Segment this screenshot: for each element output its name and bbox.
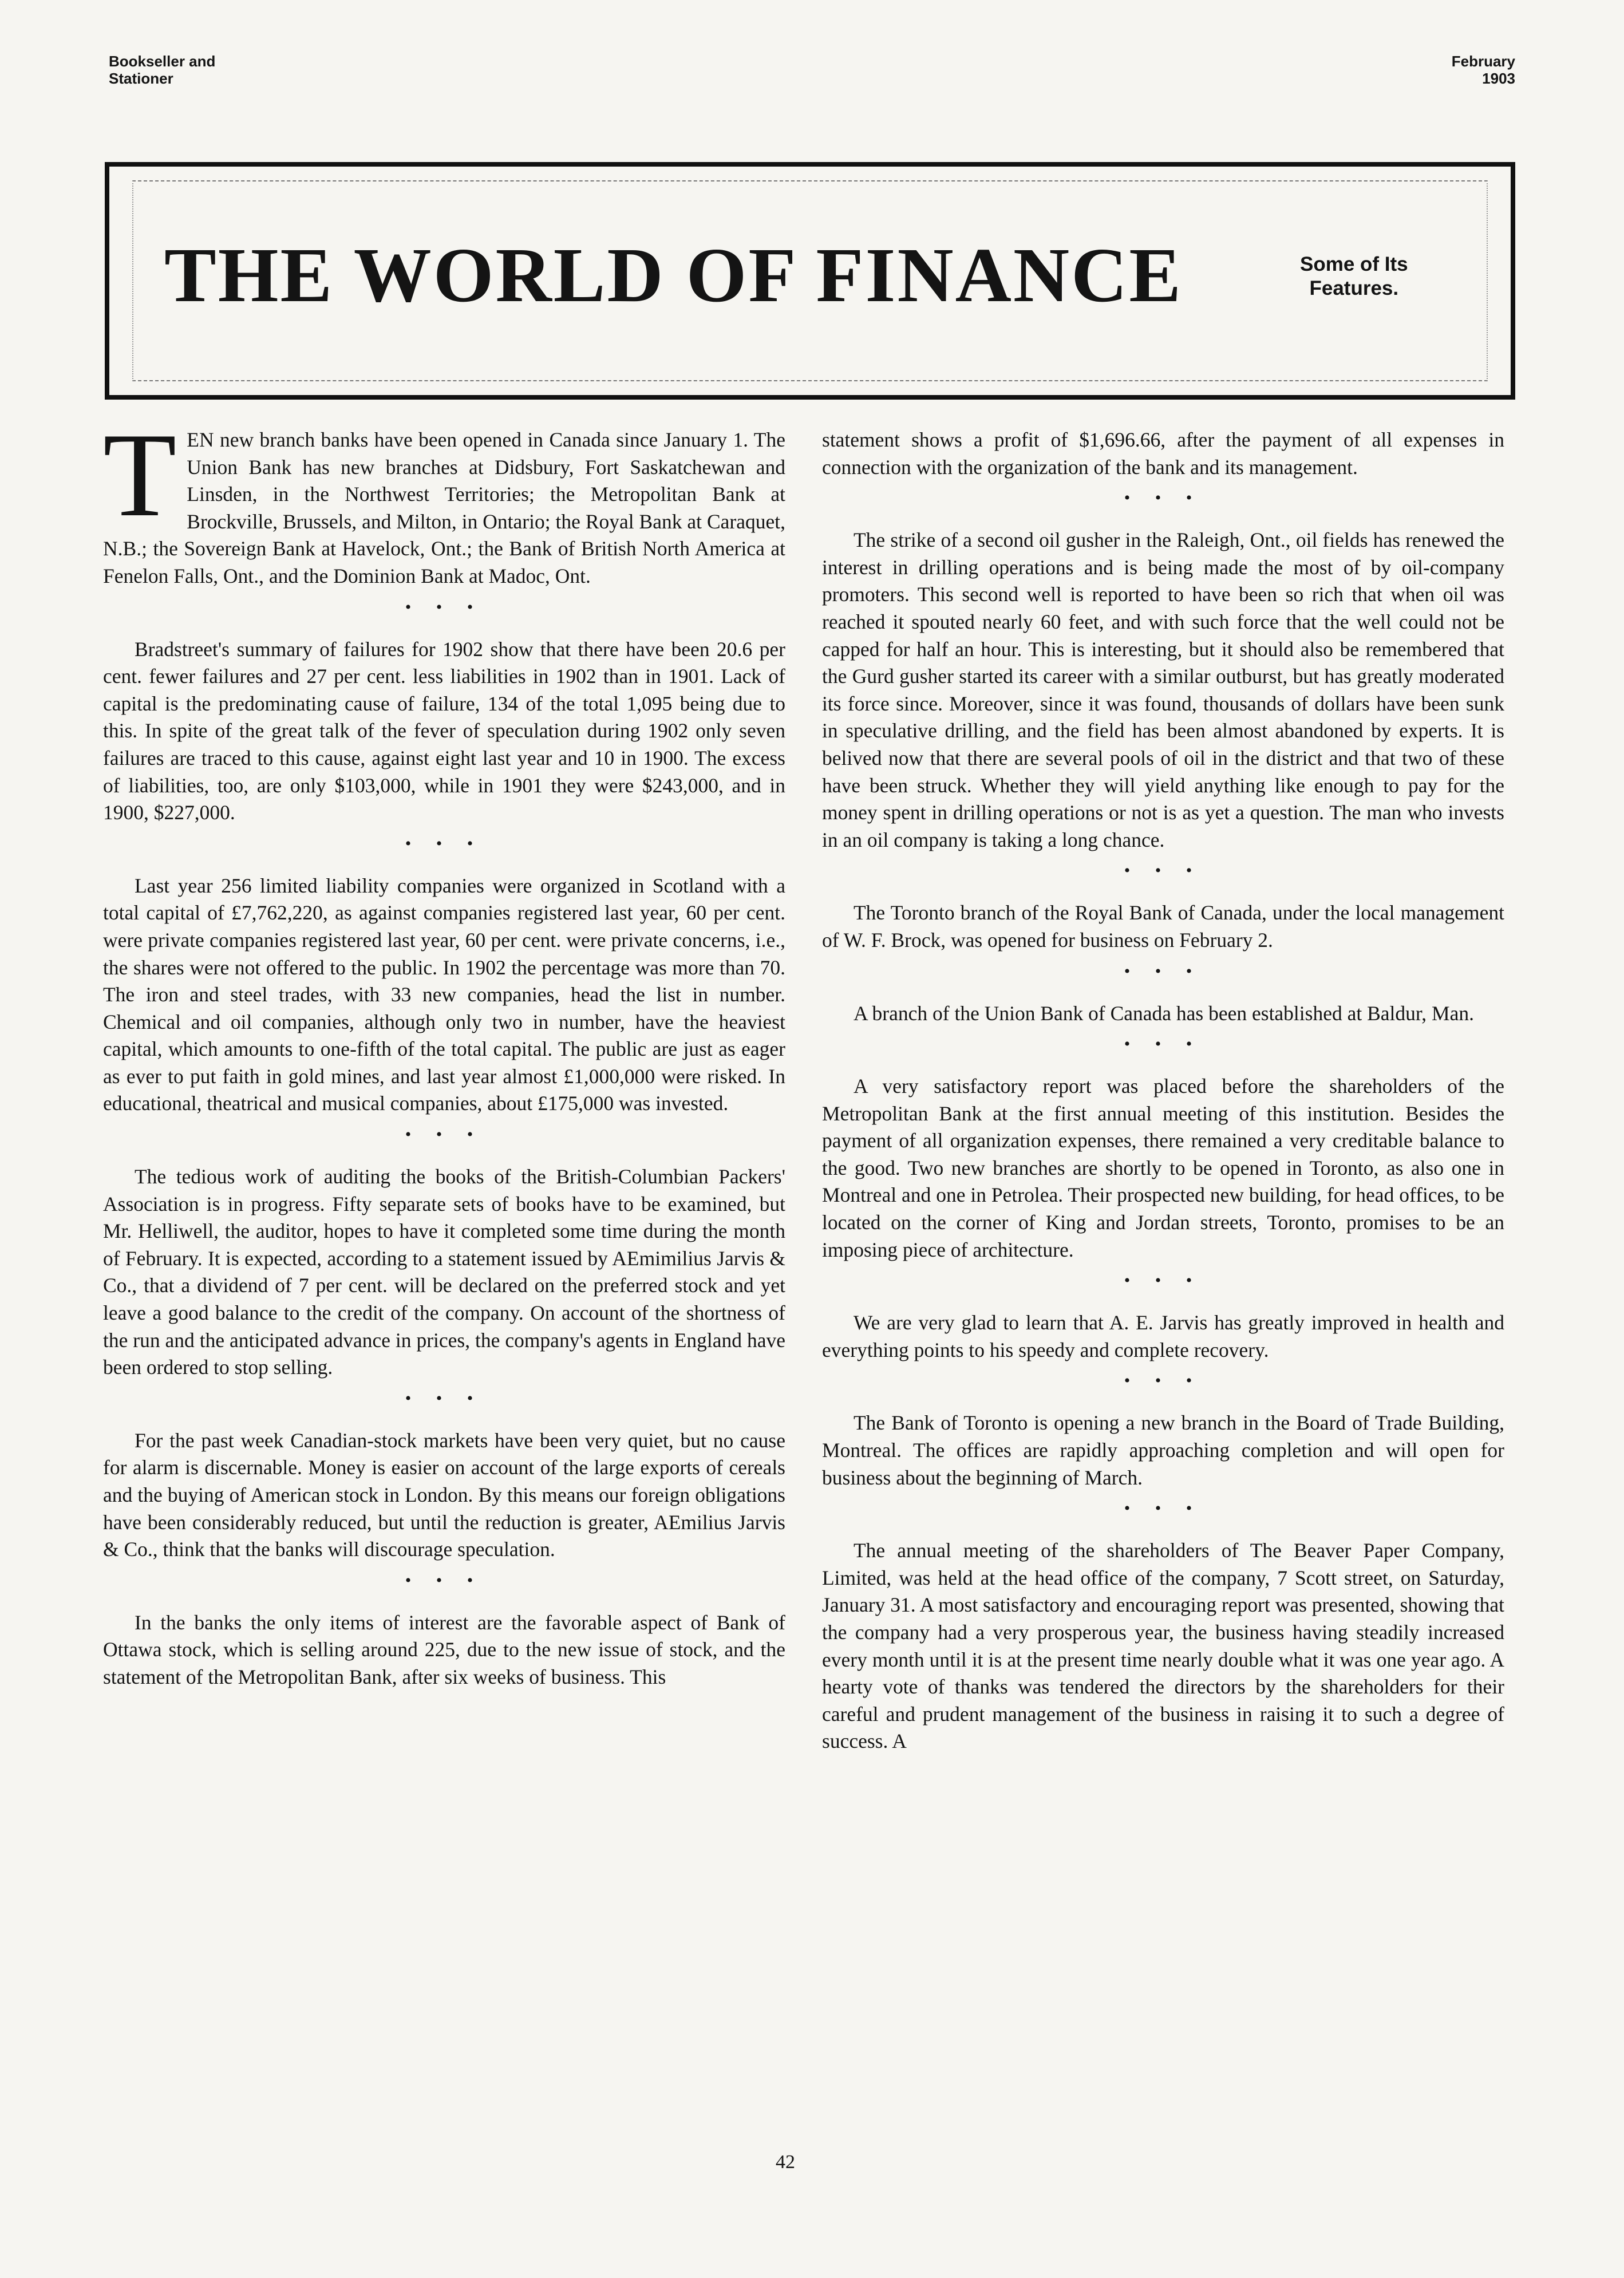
article-paragraph: In the banks the only items of interest are the favorable aspect of Bank of Ottawa stock, which is selling around 225, due to the new issue of stock, and the statement of the Metropolitan Bank, after six weeks of business. This bbox=[103, 1610, 785, 1688]
section-title: THE WORLD OF FINANCE bbox=[164, 232, 1183, 318]
section-separator: • • • bbox=[405, 1570, 484, 1590]
article-paragraph: The Bank of Toronto is opening a new branch in the Board of Trade Building, Montreal. The offices are rapidly approaching completion and will open for business about the beginning of March. bbox=[822, 1411, 1504, 1489]
running-head-publication bbox=[109, 53, 215, 87]
left-column bbox=[103, 409, 785, 1691]
subtitle-line-1: Some of Its bbox=[1300, 253, 1408, 275]
section-separator: • • • bbox=[1124, 1035, 1203, 1054]
subtitle-line-2: Features. bbox=[1309, 277, 1399, 299]
section-separator: • • • bbox=[1124, 1371, 1203, 1391]
section-separator: • • • bbox=[405, 1125, 484, 1144]
drop-cap: T bbox=[103, 409, 177, 542]
article-paragraph: statement shows a profit of $1,696.66, after the payment of all expenses in connection with the organization of the bank and its management. bbox=[822, 428, 1504, 479]
running-head-date bbox=[1452, 53, 1515, 87]
paragraph-text: EN new branch banks have been opened in Canada since January 1. The Union Bank has new branches at Didsbury, Fort Saskatchewan and Linsden, in the Northwest Territories; the Metropolitan Bank at Brockville, Brussels, and Milton, in Ontario; the Royal Bank at Caraquet, N.B.; the Sovereign Bank at Havelock, Ont.; the Bank of British North America at Fenelon Falls, Ont., and the Dominion Bank at Madoc, Ont. bbox=[103, 428, 785, 587]
publication-name-line-2: Stationer bbox=[109, 70, 173, 87]
page-number: 42 bbox=[776, 2151, 795, 2173]
article-paragraph: A branch of the Union Bank of Canada has been established at Baldur, Man. bbox=[854, 1001, 1474, 1025]
article-paragraph: The annual meeting of the shareholders of The Beaver Paper Company, Limited, was held at the head office of the company, 7 Scott street, on Saturday, January 31. A most satisfactory and encouraging report was presented, showing that the company had a very prosperous year, the business having steadily increased every month until it is at the present time nearly double what it was one year ago. A hearty vote of thanks was tendered the directors by the shareholders for their careful and prudent management of the business in raising it to such a degree of success. A bbox=[822, 1539, 1504, 1753]
issue-month: February bbox=[1451, 53, 1515, 70]
section-separator: • • • bbox=[1124, 488, 1203, 508]
section-separator: • • • bbox=[1124, 961, 1203, 981]
section-subtitle bbox=[1300, 252, 1408, 301]
article-paragraph: Last year 256 limited liability companies were organized in Scotland with a total capital of £7,762,220, as against companies registered last year, 60 per cent. were private companies registered last year, 60 per cent. were private concerns, i.e., the shares were not offered to the public. In 1902 the percentage was more than 70. The iron and steel trades, with 33 new companies, head the list in number. Chemical and oil companies, although only two in number, have the heaviest capital, which amounts to one-fifth of the total capital. The public are just as eager as ever to put faith in gold mines, and last year almost £1,000,000 were risked. In educational, theatrical and musical companies, about £175,000 was invested. bbox=[103, 874, 785, 1115]
issue-year: 1903 bbox=[1482, 70, 1515, 87]
section-separator: • • • bbox=[405, 597, 484, 617]
section-separator: • • • bbox=[405, 834, 484, 853]
section-separator: • • • bbox=[1124, 861, 1203, 881]
article-paragraph: The strike of a second oil gusher in the Raleigh, Ont., oil fields has renewed the interest in drilling operations and is being made the most of by oil-company promoters. This second well is reported to have been so rich that when oil was reached it spouted nearly 60 feet, and with such force that the well could not be capped for half an hour. This is interesting, but it should also be remembered that the Gurd gusher started its career with a similar outburst, but has greatly moderated its force since. Moreover, since it was found, thousands of dollars have been sunk in speculative drilling, and the field has been almost abandoned by experts. It is belived now that there are several pools of oil in the district and that two of these have been struck. Whether they will yield anything like enough to pay for the money spent in drilling operations or not is as yet a question. The man who invests in an oil company is taking a long chance. bbox=[822, 528, 1504, 851]
article-paragraph: We are very glad to learn that A. E. Jarvis has greatly improved in health and everything points to his speedy and complete recovery. bbox=[822, 1311, 1504, 1361]
article-paragraph: The tedious work of auditing the books of the British-Columbian Packers' Association is in progress. Fifty separate sets of books have to be examined, but Mr. Helliwell, the auditor, hopes to have it completed some time during the month of February. It is expected, according to a statement issued by AEmimilius Jarvis & Co., that a dividend of 7 per cent. will be declared on the preferred stock and yet leave a good balance to the credit of the company. On account of the shortness of the run and the anticipated advance in prices, the company's agents in England have been ordered to stop selling. bbox=[103, 1165, 785, 1379]
article-paragraph: Bradstreet's summary of failures for 1902 show that there have been 20.6 per cent. fewer failures and 27 per cent. less liabilities in 1902 than in 1901. Lack of capital is the predominating cause of failure, 134 of the total 1,095 being due to this. In spite of the great talk of the fever of speculation during 1902 only seven failures are traced to this cause, against eight last year and 10 in 1900. The excess of liabilities, too, are only $103,000, while in 1901 they were $243,000, and in 1900, $227,000. bbox=[103, 637, 785, 824]
section-banner bbox=[105, 162, 1515, 400]
article-paragraph: The Toronto branch of the Royal Bank of Canada, under the local management of W. F. Brock, was opened for business on February 2. bbox=[822, 901, 1504, 952]
section-separator: • • • bbox=[1124, 1499, 1203, 1518]
right-column bbox=[822, 427, 1504, 1755]
publication-name-line-1: Bookseller and bbox=[109, 53, 216, 70]
article-paragraph: For the past week Canadian-stock markets have been very quiet, but no cause for alarm is discernable. Money is easier on account of the large exports of cereals and the buying of American stock in London. By this means our foreign obligations have been considerably reduced, but until the reduction is greater, AEmilius Jarvis & Co., think that the banks will discourage speculation. bbox=[103, 1428, 785, 1561]
section-separator: • • • bbox=[1124, 1271, 1203, 1290]
article-paragraph bbox=[103, 409, 785, 590]
section-separator: • • • bbox=[405, 1388, 484, 1408]
article-paragraph: A very satisfactory report was placed before the shareholders of the Metropolitan Bank at the first annual meeting of this institution. Besides the payment of all organization expenses, there remained a very creditable balance to the good. Two new branches are shortly to be opened in Toronto, as also one in Montreal and one in Petrolea. Their prospected new building, for head offices, to be located on the corner of King and Jordan streets, Toronto, promises to be an imposing piece of architecture. bbox=[822, 1075, 1504, 1261]
